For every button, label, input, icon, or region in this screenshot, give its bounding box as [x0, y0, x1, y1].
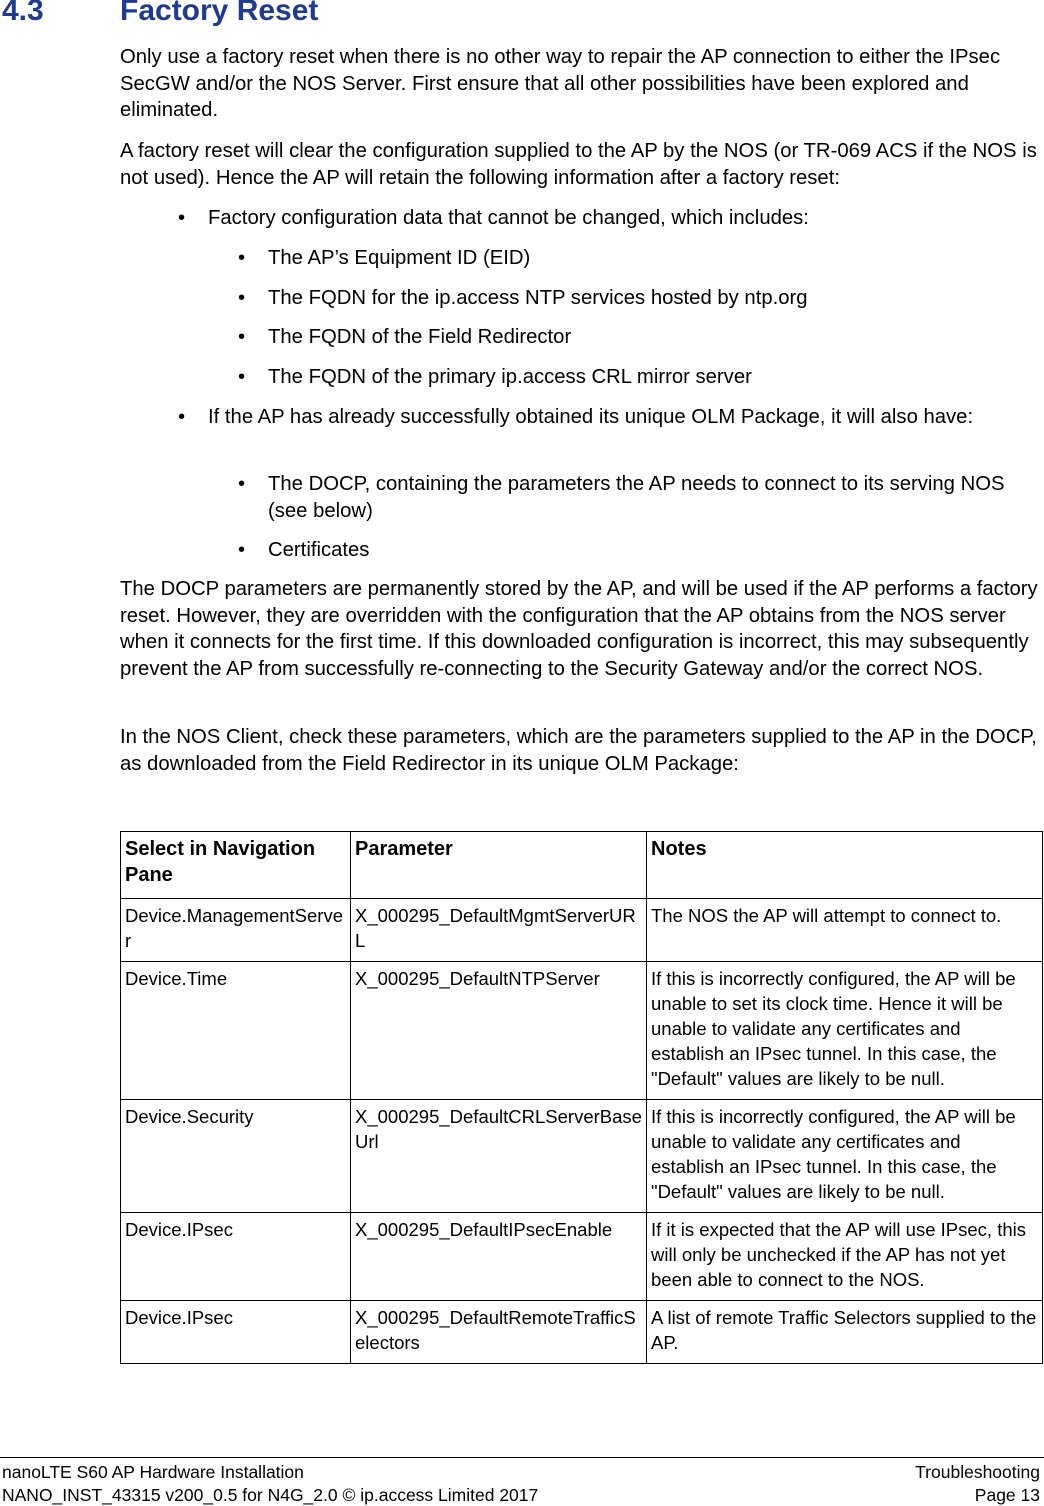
- paragraph-intro: Only use a factory reset when there is no other way to repair the AP connection to either the IPsec SecGW and/or the NOS Server. First ensure that all other possibilities have been explored and eliminated.: [120, 46, 1001, 121]
- cell-navigation-pane: Device.IPsec: [121, 1213, 351, 1301]
- table-row: [121, 962, 1043, 1100]
- parameters-table: [120, 831, 1043, 1364]
- cell-parameter: X_000295_DefaultCRLServerBaseUrl: [351, 1100, 647, 1213]
- table-row: [121, 1301, 1043, 1364]
- table-row: [121, 1100, 1043, 1213]
- bullet-marker: •: [178, 406, 186, 428]
- cell-navigation-pane: Device.IPsec: [121, 1301, 351, 1364]
- cell-notes: If it is expected that the AP will use IPsec, this will only be unchecked if the AP has not yet been able to connect to the NOS.: [647, 1213, 1043, 1301]
- footer-page-number: Page 13: [974, 1485, 1040, 1505]
- header-navigation-pane: Select in Navigation Pane: [121, 832, 351, 899]
- bullet-marker: •: [238, 366, 246, 388]
- bullet-text: The DOCP, containing the parameters the AP needs to connect to its serving NOS (see below): [268, 473, 1005, 522]
- footer-chapter: Troubleshooting: [915, 1462, 1040, 1482]
- bullet-marker: •: [238, 287, 246, 309]
- table-row: [121, 1213, 1043, 1301]
- bullet-marker: •: [238, 473, 246, 495]
- cell-notes: If this is incorrectly configured, the AP will be unable to validate any certificates and establish an IPsec tunnel. In this case, the "Default" values are likely to be null.: [647, 1100, 1043, 1213]
- bullet-marker: •: [238, 539, 246, 561]
- cell-parameter: X_000295_DefaultMgmtServerURL: [351, 899, 647, 962]
- bullet-text: The FQDN of the Field Redirector: [268, 326, 572, 348]
- footer-divider: [0, 1457, 1044, 1458]
- bullet-text: The FQDN of the primary ip.access CRL mirror server: [268, 366, 752, 388]
- bullet-marker: •: [238, 326, 246, 348]
- paragraph-docp-params: The DOCP parameters are permanently stored by the AP, and will be used if the AP performs a factory reset. However, they are overridden with the configuration that the AP obtains from the NOS server when it connects for the first time. If this downloaded configuration is incorrect, this may subsequently prevent the AP from successfully re-connecting to the Security Gateway and/or the correct NOS.: [120, 578, 1038, 680]
- cell-notes: The NOS the AP will attempt to connect to.: [647, 899, 1043, 962]
- section-number: 4.3: [2, 0, 44, 27]
- cell-parameter: X_000295_DefaultRemoteTrafficSelectors: [351, 1301, 647, 1364]
- bullet-marker: •: [178, 207, 186, 229]
- cell-parameter: X_000295_DefaultNTPServer: [351, 962, 647, 1100]
- header-parameter: Parameter: [351, 832, 647, 899]
- footer-doc-title: nanoLTE S60 AP Hardware Installation: [2, 1462, 304, 1482]
- cell-notes: A list of remote Traffic Selectors supplied to the AP.: [647, 1301, 1043, 1364]
- section-title: Factory Reset: [120, 0, 319, 27]
- cell-navigation-pane: Device.ManagementServer: [121, 899, 351, 962]
- bullet-text: The AP’s Equipment ID (EID): [268, 247, 531, 269]
- bullet-text: The FQDN for the ip.access NTP services hosted by ntp.org: [268, 287, 808, 309]
- bullet-marker: •: [238, 247, 246, 269]
- cell-navigation-pane: Device.Security: [121, 1100, 351, 1213]
- cell-navigation-pane: Device.Time: [121, 962, 351, 1100]
- paragraph-nos-client: In the NOS Client, check these parameters, which are the parameters supplied to the AP in the DOCP, as downloaded from the Field Redirector in its unique OLM Package:: [120, 726, 1037, 775]
- table-row: [121, 899, 1043, 962]
- cell-parameter: X_000295_DefaultIPsecEnable: [351, 1213, 647, 1301]
- footer-doc-id: NANO_INST_43315 v200_0.5 for N4G_2.0 © ip.access Limited 2017: [2, 1485, 539, 1505]
- cell-notes: If this is incorrectly configured, the AP will be unable to set its clock time. Hence it will be unable to validate any certificates and establish an IPsec tunnel. In this case, the "Default" values are likely to be null.: [647, 962, 1043, 1100]
- bullet-text: If the AP has already successfully obtained its unique OLM Package, it will also have:: [208, 406, 974, 428]
- bullet-text: Factory configuration data that cannot be changed, which includes:: [208, 207, 809, 229]
- section-heading: [2, 0, 318, 28]
- paragraph-clear-config: A factory reset will clear the configuration supplied to the AP by the NOS (or TR-069 ACS if the NOS is not used). Hence the AP will retain the following information after a factory reset:: [120, 140, 1037, 189]
- bullet-text: Certificates: [268, 539, 370, 561]
- table-header-row: [121, 832, 1043, 899]
- header-notes: Notes: [647, 832, 1043, 899]
